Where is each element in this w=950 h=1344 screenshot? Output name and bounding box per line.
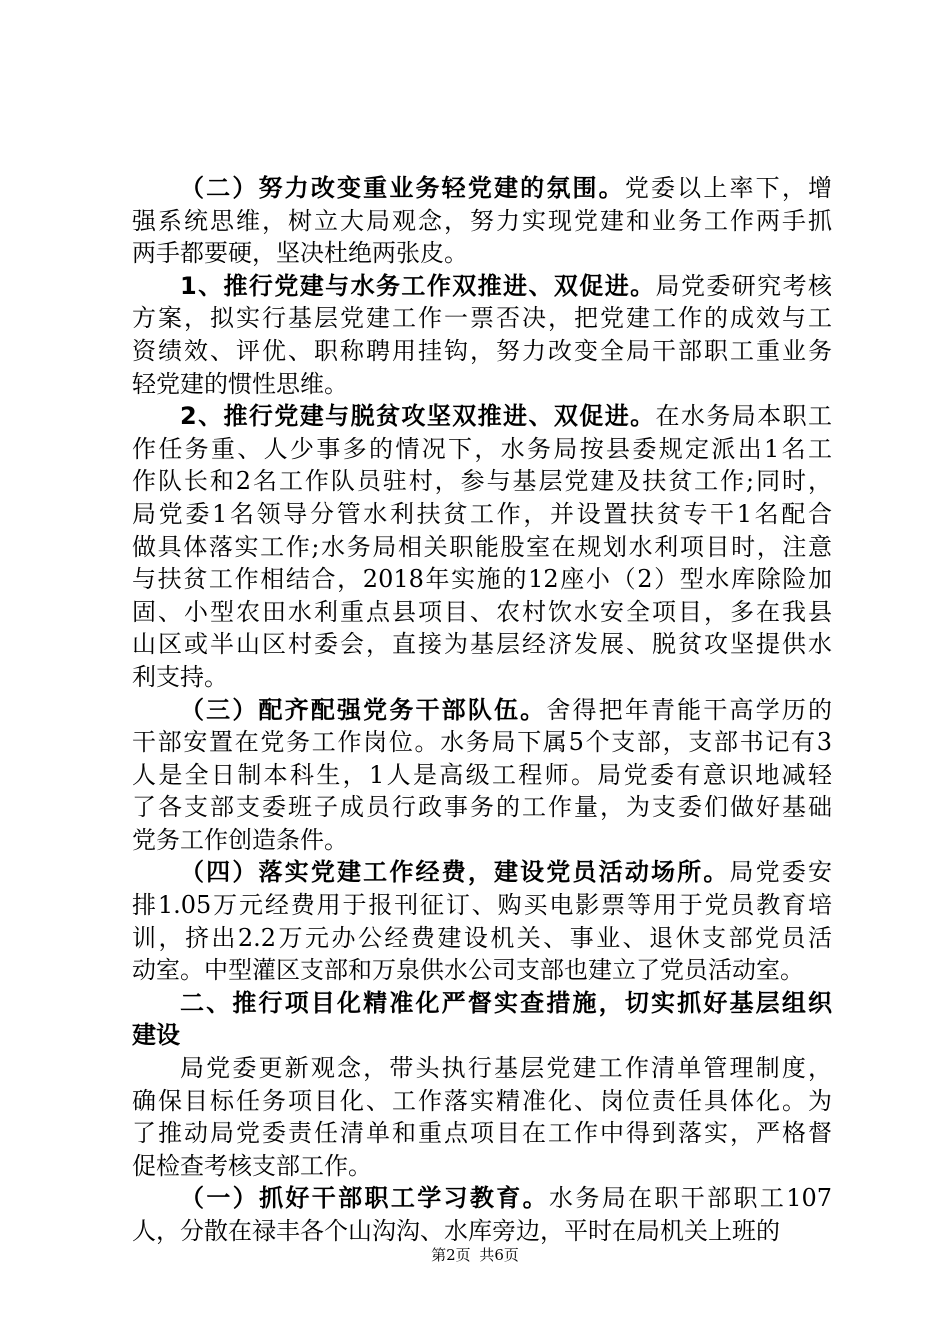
text-line [132,302,832,335]
body-text: 两手都要硬，坚决杜绝两张皮。 [132,239,468,268]
body-text: 党委以上率下，增 [624,174,832,202]
body-text: 固、小型农田水利重点县项目、农村饮水安全项目，多在我县 [132,597,832,626]
body-text: 排1.05万元经费用于报刊征订、购买电影票等用于党员教育培 [132,891,832,920]
body-text: 局党委安 [729,858,832,887]
body-text: 作队长和2名工作队员驻村，参与基层党建及扶贫工作;同时， [132,467,832,496]
body-text: 资绩效、评优、职称聘用挂钩，努力改变全局干部职工重业务 [132,336,832,365]
body-text: 山区或半山区村委会，直接为基层经济发展、脱贫攻坚提供水 [132,630,832,659]
body-text: 训，挤出2.2万元办公经费建设机关、事业、退休支部党员活 [132,923,832,952]
body-text: 做具体落实工作;水务局相关职能股室在规划水利项目时，注意 [132,532,832,561]
body-text: 方案，拟实行基层党建工作一票否决，把党建工作的成效与工 [132,304,832,333]
text-line [132,1182,832,1215]
text-line [132,368,832,401]
bold-heading: （二）努力改变重业务轻党建的氛围。 [180,174,625,202]
text-line [132,1052,832,1085]
text-line [132,726,832,759]
page-current: 第2页 [431,1246,471,1264]
body-text: 轻党建的惯性思维。 [132,369,348,398]
body-text: 水务局在职干部职工107 [548,1184,832,1213]
paragraph [132,172,832,270]
bold-heading: （三）配齐配强党务干部队伍。 [180,695,547,724]
text-line [132,1019,832,1052]
text-line [132,596,832,629]
text-line [132,205,832,238]
text-line [132,628,832,661]
text-line [132,987,832,1020]
body-text: 作任务重、人少事多的情况下，水务局按县委规定派出1名工 [132,434,832,463]
body-text: 干部安置在党务工作岗位。水务局下属5个支部，支部书记有3 [132,728,832,757]
text-line [132,465,832,498]
body-text: 利支持。 [132,662,228,691]
paragraph [132,694,832,857]
text-line [132,1117,832,1150]
body-text: 促检查考核支部工作。 [132,1151,372,1180]
text-line [132,791,832,824]
text-line [132,824,832,857]
paragraph [132,270,832,400]
paragraph [132,400,832,693]
bold-heading: 建设 [132,1021,180,1050]
document-body [132,172,832,1248]
text-line [132,433,832,466]
page-footer [0,1245,950,1265]
bold-heading: （四）落实党建工作经费，建设党员活动场所。 [180,858,730,887]
body-text: 人是全日制本科生，1人是高级工程师。局党委有意识地减轻 [132,760,832,789]
text-line [132,694,832,727]
text-line [132,889,832,922]
text-line [132,1215,832,1248]
text-line [132,498,832,531]
bold-heading: 二、推行项目化精准化严督实查措施，切实抓好基层组织 [180,988,832,1017]
bold-heading: （一）抓好干部职工学习教育。 [180,1184,549,1213]
text-line [132,563,832,596]
body-text: 局党委1名领导分管水利扶贫工作，并设置扶贫专干1名配合 [132,499,832,528]
paragraph [132,987,832,1052]
page-total: 共6页 [479,1246,519,1264]
bold-heading: 2、推行党建与脱贫攻坚双推进、双促进。 [180,402,656,431]
text-line [132,270,832,303]
text-line [132,172,832,205]
bold-heading: 1、推行党建与水务工作双推进、双促进。 [180,271,656,300]
text-line [132,661,832,694]
body-text: 在水务局本职工 [655,402,832,431]
paragraph [132,1182,832,1247]
paragraph [132,1052,832,1182]
text-line [132,759,832,792]
text-line [132,335,832,368]
text-line [132,531,832,564]
body-text: 强系统思维，树立大局观念，努力实现党建和业务工作两手抓 [132,206,832,235]
body-text: 确保目标任务项目化、工作落实精准化、岗位责任具体化。为 [132,1086,832,1115]
text-line [132,237,832,270]
paragraph [132,856,832,986]
text-line [132,1150,832,1183]
text-line [132,856,832,889]
body-text: 党务工作创造条件。 [132,825,348,854]
body-text: 与扶贫工作相结合，2018年实施的12座小（2）型水库除险加 [132,565,832,594]
text-line [132,922,832,955]
text-line [132,400,832,433]
body-text: 人，分散在禄丰各个山沟沟、水库旁边，平时在局机关上班的 [132,1217,780,1245]
body-text: 局党委研究考核 [655,271,832,300]
body-text: 了推动局党委责任清单和重点项目在工作中得到落实，严格督 [132,1119,832,1148]
body-text: 局党委更新观念，带头执行基层党建工作清单管理制度， [180,1054,832,1083]
body-text: 了各支部支委班子成员行政事务的工作量，为支委们做好基础 [132,793,832,822]
body-text: 舍得把年青能干高学历的 [546,695,832,724]
body-text: 动室。中型灌区支部和万泉供水公司支部也建立了党员活动室。 [132,956,804,985]
text-line [132,954,832,987]
text-line [132,1085,832,1118]
